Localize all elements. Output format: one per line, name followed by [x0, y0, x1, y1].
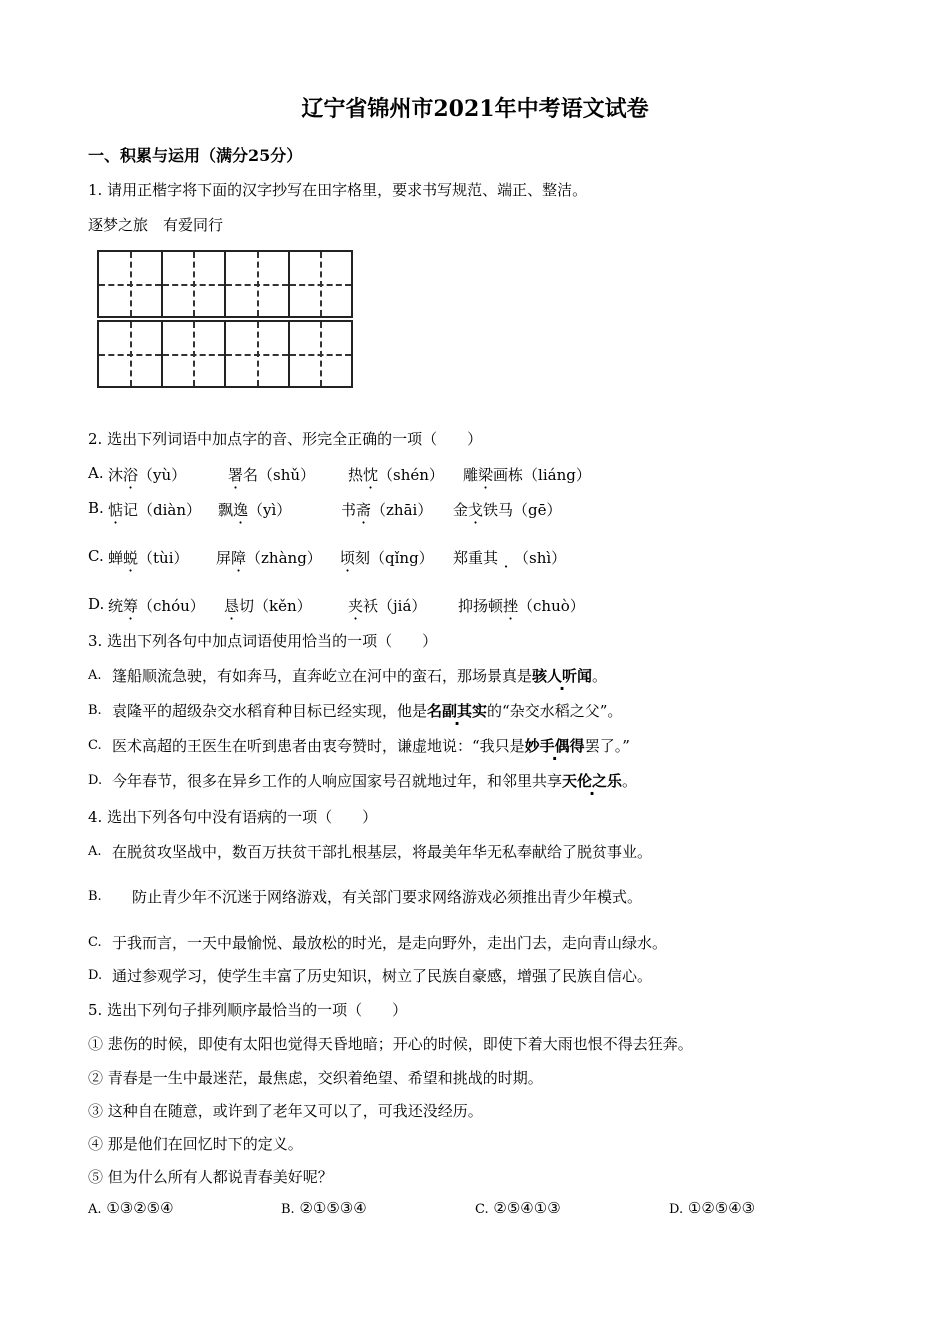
grid-cell[interactable] — [290, 252, 352, 316]
writing-grid-row-1[interactable] — [97, 250, 353, 318]
q2-option-a[interactable] — [88, 464, 591, 484]
q2-option-d[interactable] — [88, 595, 585, 615]
grid-cell[interactable] — [226, 252, 290, 316]
dotted-char: 戈 — [468, 501, 484, 519]
q5-sentence-4: ④ 那是他们在回忆时下的定义。 — [88, 1135, 303, 1153]
dotted-char: 顷 — [340, 549, 356, 567]
word-text: 统 — [108, 597, 124, 615]
dotted-idiom: 天伦之乐 — [562, 772, 623, 790]
dotted-char: 蜕 — [123, 549, 139, 567]
q2-stem: 2. 选出下列词语中加点字的音、形完全正确的一项（ ） — [88, 430, 483, 448]
q5-option-b[interactable] — [281, 1199, 367, 1217]
word-text: 沐 — [108, 466, 124, 484]
option-label: B. — [88, 703, 102, 718]
text: 的“杂交水稻之父”。 — [487, 702, 623, 720]
dotted-idiom: 妙手偶得 — [524, 737, 585, 755]
word — [218, 499, 291, 520]
option-text: 在脱贫攻坚战中，数百万扶贫干部扎根基层，将最美年华无私奉献给了脱贫事业。 — [112, 843, 653, 861]
option-label: A. — [88, 844, 102, 859]
word — [108, 499, 201, 520]
dotted-char: 浴 — [123, 466, 139, 484]
dotted-char: 筹 — [123, 597, 139, 615]
option-text: ②⑤④①③ — [493, 1199, 561, 1217]
q5-option-d[interactable] — [669, 1199, 755, 1217]
q1-stem: 1. 请用正楷字将下面的汉字抄写在田字格里，要求书写规范、端正、整洁。 — [88, 181, 588, 199]
dotted-idiom: 名副其实 — [427, 702, 488, 720]
grid-cell[interactable] — [163, 322, 227, 386]
option-label: C. — [475, 1202, 489, 1217]
q4-option-d[interactable] — [88, 965, 653, 985]
word-text: 金 — [453, 501, 469, 519]
q4-option-b[interactable] — [88, 886, 643, 906]
option-label: D. — [88, 968, 103, 983]
text: 篷船顺流急驶，有如奔马，直奔屹立在河中的蛮石，那场景真是 — [112, 667, 533, 685]
word-text: 雕 — [463, 466, 479, 484]
word-text: （chuò） — [518, 597, 585, 615]
dotted-char: 梁 — [478, 466, 494, 484]
word-text: （yì） — [248, 501, 292, 519]
q2-option-c[interactable] — [88, 547, 567, 567]
word-text: （tùi） — [138, 549, 189, 567]
word-text: 切（kěn） — [239, 597, 312, 615]
option-text: 通过参观学习，使学生丰富了历史知识，树立了民族自豪感，增强了民族自信心。 — [112, 967, 653, 985]
option-label: D. — [88, 595, 105, 613]
q3-option-d[interactable] — [88, 770, 638, 790]
word-text: 飘 — [218, 501, 234, 519]
q4-stem: 4. 选出下列各句中没有语病的一项（ ） — [88, 808, 378, 826]
q5-sentence-5: ⑤ 但为什么所有人都说青春美好呢？ — [88, 1168, 333, 1186]
word — [228, 464, 315, 485]
dotted-char: 惦 — [108, 501, 124, 519]
option-text: ①②⑤④③ — [687, 1199, 756, 1217]
word — [453, 499, 562, 520]
word-text: 书 — [341, 501, 357, 519]
grid-cell[interactable] — [163, 252, 227, 316]
word-text: （yù） — [138, 466, 187, 484]
word-text: 刻（qǐng） — [355, 549, 434, 567]
word — [463, 464, 591, 485]
option-label: A. — [88, 1202, 102, 1217]
option-label: C. — [88, 935, 102, 950]
q1-phrase: 逐梦之旅 有爱同行 — [88, 216, 224, 234]
dotted-idiom: 骇人听闻 — [532, 667, 593, 685]
q3-option-b[interactable] — [88, 700, 623, 720]
option-text — [112, 665, 607, 686]
word-text: 名（shǔ） — [243, 466, 316, 484]
word-text: 画栋（liáng） — [493, 466, 591, 484]
word — [341, 499, 432, 520]
q5-sentence-2: ② 青春是一生中最迷茫，最焦虑，交织着绝望、希望和挑战的时期。 — [88, 1069, 543, 1087]
word-text: 屏 — [216, 549, 232, 567]
option-label: A. — [88, 464, 104, 482]
word-text: （shén） — [378, 466, 444, 484]
section-heading-1: 一、积累与运用（满分25分） — [88, 146, 303, 165]
text: 医术高超的王医生在听到患者由衷夸赞时，谦虚地说：“我只是 — [112, 737, 525, 755]
option-label: A. — [88, 668, 102, 683]
q5-sentence-3: ③ 这种自在随意，或许到了老年又可以了，可我还没经历。 — [88, 1102, 483, 1120]
q4-option-a[interactable] — [88, 841, 653, 861]
word-text: 郑重其 — [453, 549, 499, 567]
page-title: 辽宁省锦州市2021年中考语文试卷 — [301, 96, 649, 122]
q5-option-c[interactable] — [475, 1199, 561, 1217]
dotted-char: 署 — [228, 466, 244, 484]
word-text: （chóu） — [138, 597, 205, 615]
q2-option-b[interactable] — [88, 499, 562, 519]
word — [348, 595, 426, 616]
word-text: 记（diàn） — [123, 501, 202, 519]
word — [216, 547, 322, 568]
dotted-char: 夹 — [348, 597, 364, 615]
grid-cell[interactable] — [226, 322, 290, 386]
dotted-char: 逸 — [233, 501, 249, 519]
option-text — [112, 700, 622, 721]
dotted-char: 忱 — [363, 466, 379, 484]
q3-option-a[interactable] — [88, 665, 608, 685]
option-text: ①③②⑤④ — [106, 1199, 174, 1217]
word-text: （zhàng） — [246, 549, 322, 567]
option-text: 于我而言，一天中最愉悦、最放松的时光，是走向野外，走出门去，走向青山绿水。 — [112, 934, 668, 952]
option-label: D. — [669, 1202, 684, 1217]
option-label: B. — [88, 499, 104, 517]
dotted-char: 恳 — [224, 597, 240, 615]
word-text: 热 — [348, 466, 364, 484]
option-text — [112, 770, 637, 791]
option-label: C. — [88, 738, 102, 753]
word — [453, 547, 566, 568]
q5-sentence-1: ① 悲伤的时候，即使有太阳也觉得天昏地暗；开心的时候，即使下着大雨也恨不得去狂奔。 — [88, 1035, 693, 1053]
word — [224, 595, 312, 616]
writing-grid-row-2[interactable] — [97, 320, 353, 388]
q4-option-c[interactable] — [88, 932, 668, 952]
word — [108, 464, 186, 485]
q5-stem: 5. 选出下列句子排列顺序最恰当的一项（ ） — [88, 1001, 408, 1019]
grid-cell[interactable] — [290, 322, 352, 386]
option-label: C. — [88, 547, 104, 565]
text: 。 — [622, 772, 638, 790]
word — [348, 464, 444, 485]
word — [108, 547, 189, 568]
word-text: （zhāi） — [371, 501, 433, 519]
text: 。 — [592, 667, 608, 685]
option-label: B. — [281, 1202, 295, 1217]
option-label: D. — [88, 773, 103, 788]
dotted-char: 挫 — [503, 597, 519, 615]
word-text: 蝉 — [108, 549, 124, 567]
option-text — [112, 735, 630, 756]
text: 袁隆平的超级杂交水稻育种目标已经实现，他是 — [112, 702, 428, 720]
text: 罢了。” — [584, 737, 630, 755]
q3-stem: 3. 选出下列各句中加点词语使用恰当的一项（ ） — [88, 632, 438, 650]
dotted-char: 斋 — [356, 501, 372, 519]
word — [108, 595, 205, 616]
q3-option-c[interactable] — [88, 735, 630, 755]
grid-cell[interactable] — [99, 322, 163, 386]
option-label: B. — [88, 889, 102, 904]
q5-option-a[interactable] — [88, 1199, 174, 1217]
word-text: 袄（jiá） — [363, 597, 427, 615]
grid-cell[interactable] — [99, 252, 163, 316]
option-text: ②①⑤③④ — [299, 1199, 367, 1217]
word-text: 抑扬顿 — [458, 597, 504, 615]
word-text: （shì） — [514, 549, 567, 567]
option-text: 防止青少年不沉迷于网络游戏，有关部门要求网络游戏必须推出青少年模式。 — [132, 888, 643, 906]
word — [458, 595, 585, 616]
word-text: 铁马（gē） — [483, 501, 562, 519]
text: 今年春节，很多在异乡工作的人响应国家号召就地过年，和邻里共享 — [112, 772, 563, 790]
word — [340, 547, 434, 568]
dotted-char: 障 — [231, 549, 247, 567]
